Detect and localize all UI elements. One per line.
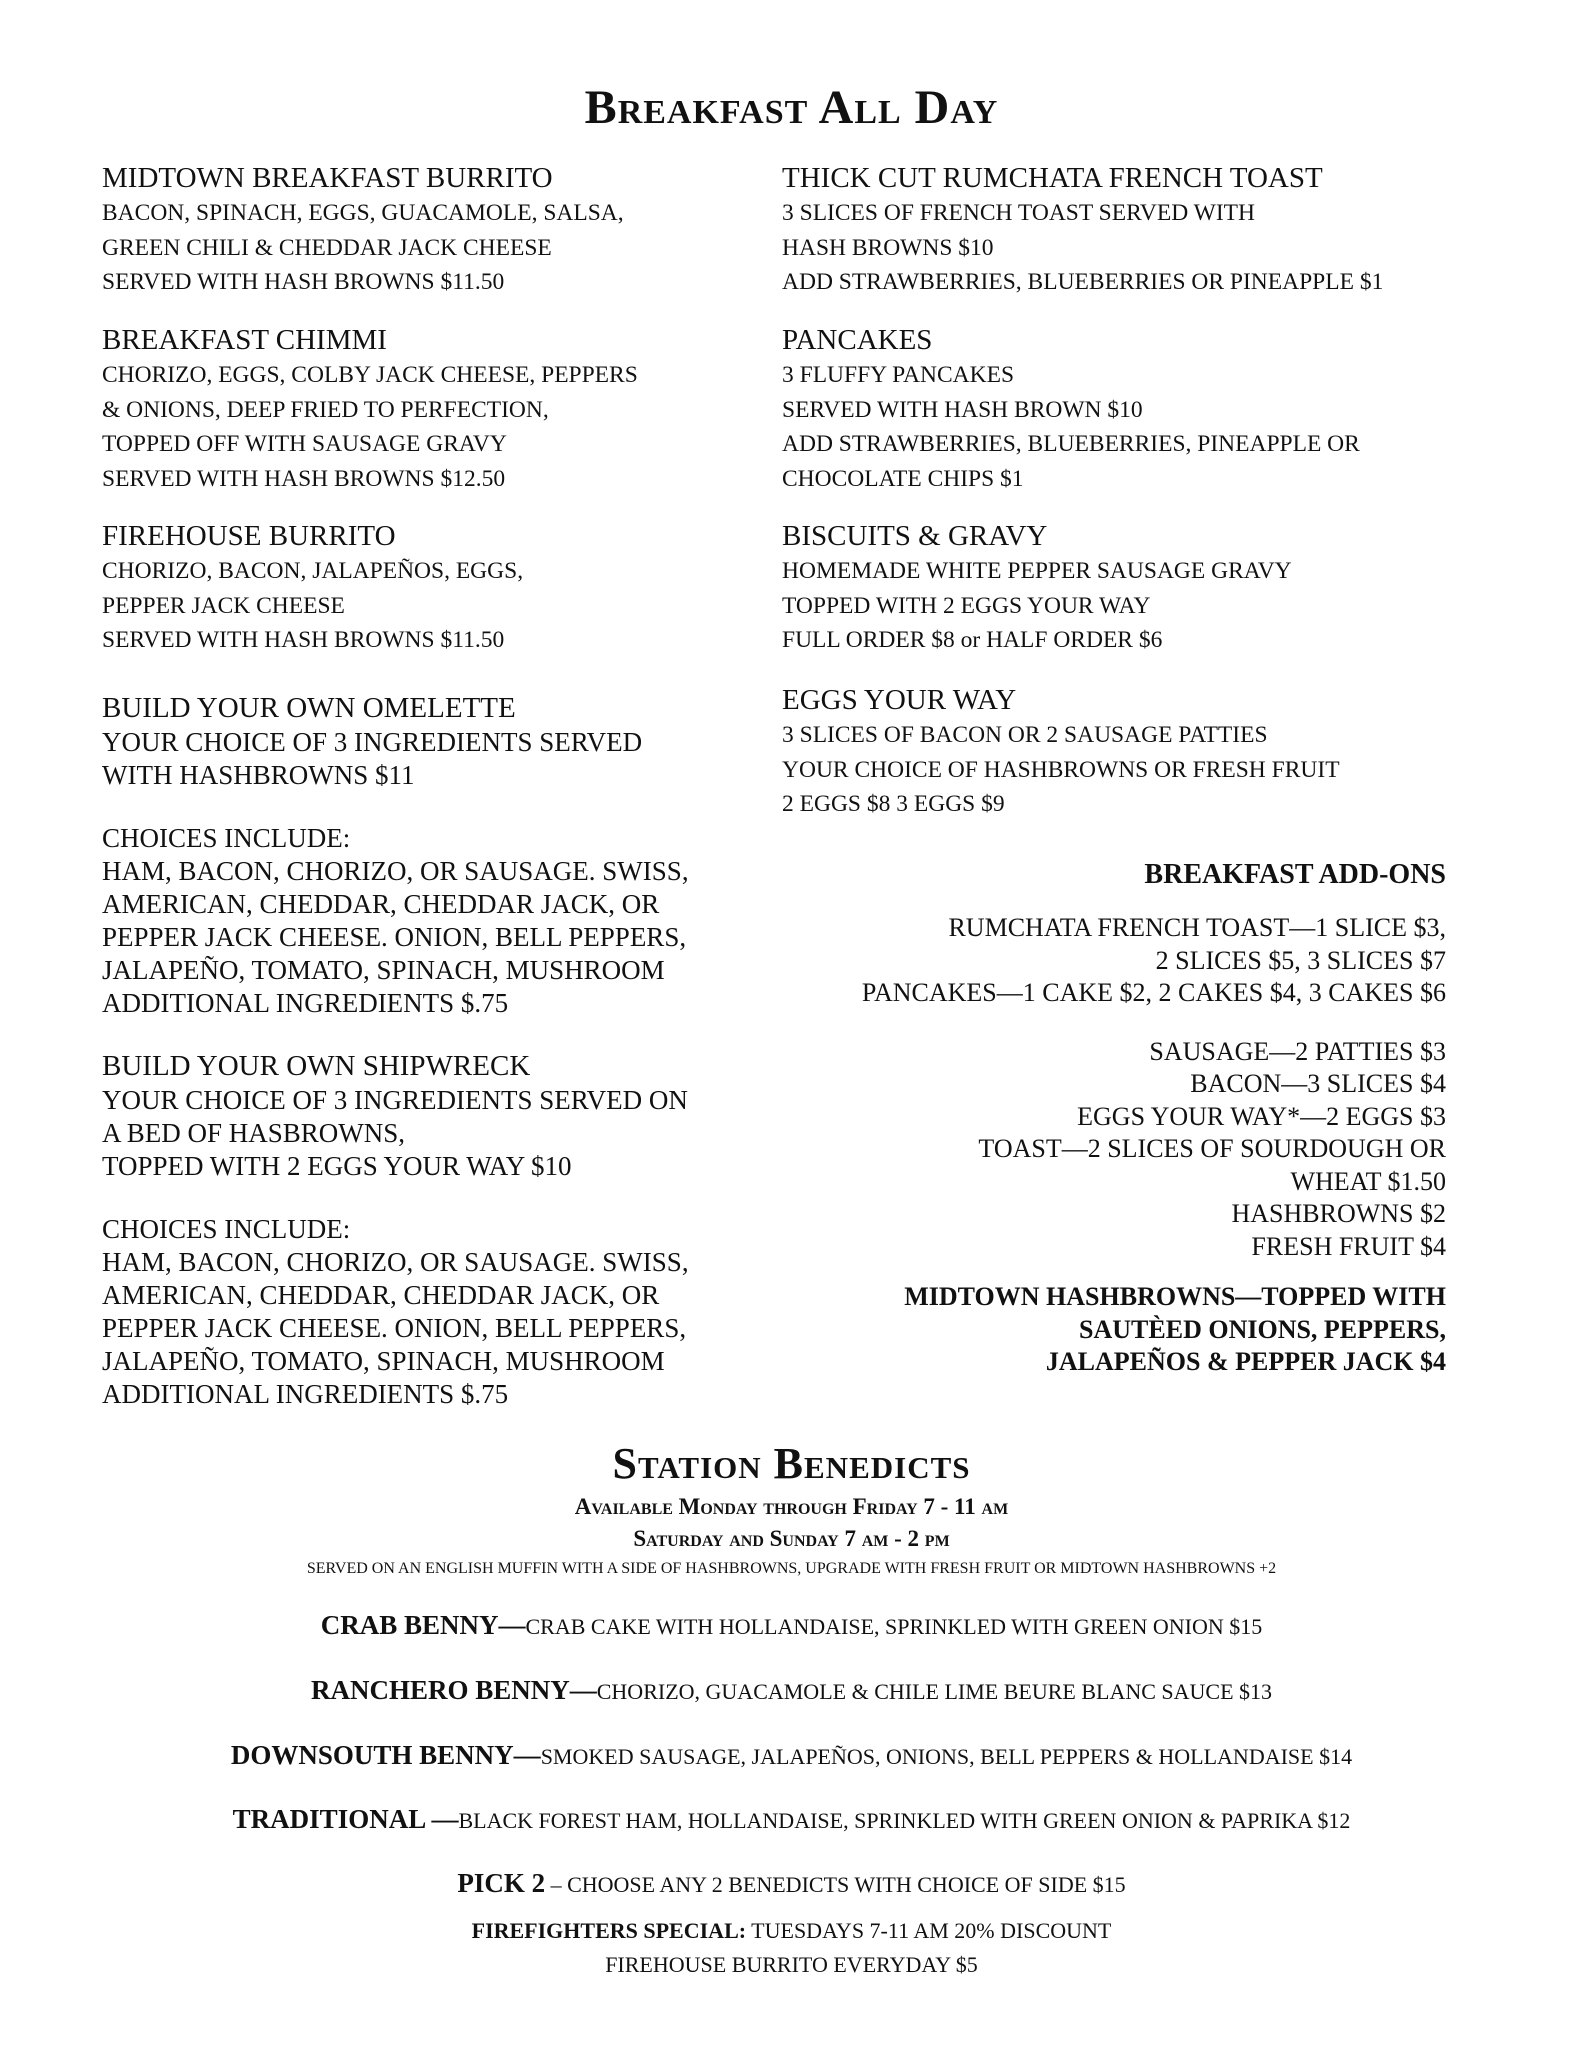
item-choices: CHOICES INCLUDE: HAM, BACON, CHORIZO, OR SAUSAGE. SWISS, AMERICAN, CHEDDAR, CHEDDAR JACK, OR PEPPER JACK CHEESE. ONION, BELL PEPPERS, JALAPEÑO, TOMATO, SPINACH, MUSHROOM ADDITIONAL INGREDIENTS $.75 <box>102 1214 689 1409</box>
benedict-description: CRAB CAKE WITH HOLLANDAISE, SPRINKLED WITH GREEN ONION $15 <box>525 1614 1263 1639</box>
item-name: BUILD YOUR OWN OMELETTE <box>102 692 516 724</box>
firehouse-burrito-special: FIREHOUSE BURRITO EVERYDAY $5 <box>605 1952 978 1977</box>
item-choices: CHOICES INCLUDE: HAM, BACON, CHORIZO, OR SAUSAGE. SWISS, AMERICAN, CHEDDAR, CHEDDAR JACK, OR PEPPER JACK CHEESE. ONION, BELL PEPPERS, JALAPEÑO, TOMATO, SPINACH, MUSHROOM ADDITIONAL INGREDIENTS $.75 <box>102 823 689 1018</box>
benedict-description: CHORIZO, GUACAMOLE & CHILE LIME BEURE BLANC SAUCE $13 <box>596 1679 1273 1704</box>
item-name: EGGS YOUR WAY <box>782 684 1017 716</box>
menu-item <box>102 1048 689 1411</box>
item-name: THICK CUT RUMCHATA FRENCH TOAST <box>782 162 1323 194</box>
item-name: BREAKFAST CHIMMI <box>102 324 387 356</box>
addons-group: SAUSAGE—2 PATTIES $3 BACON—3 SLICES $4 EGGS YOUR WAY*—2 EGGS $3 TOAST—2 SLICES OF SOURDOUGH OR WHEAT $1.50 HASHBROWNS $2 FRESH FRUIT $4 <box>978 1036 1446 1261</box>
addons-group: RUMCHATA FRENCH TOAST—1 SLICE $3, 2 SLICES $5, 3 SLICES $7 PANCAKES—1 CAKE $2, 2 CAKES $4, 3 CAKES $6 <box>861 913 1446 1007</box>
item-description: 3 SLICES OF BACON OR 2 SAUSAGE PATTIES YOUR CHOICE OF HASHBROWNS OR FRESH FRUIT 2 EGGS $8 3 EGGS $9 <box>782 722 1340 817</box>
item-name: BISCUITS & GRAVY <box>782 520 1048 552</box>
benedicts-availability: Saturday and Sunday 7 am - 2 pm <box>633 1526 950 1551</box>
benedict-name: DOWNSOUTH BENNY— <box>230 1740 541 1770</box>
addons-title: BREAKFAST ADD-ONS <box>1144 859 1446 890</box>
menu-item <box>102 322 638 496</box>
menu-item <box>782 518 1292 658</box>
benedict-item <box>0 1868 1583 1899</box>
special-text: TUESDAYS 7-11 AM 20% DISCOUNT <box>746 1918 1112 1943</box>
menu-item <box>102 690 689 1020</box>
benedict-description: BLACK FOREST HAM, HOLLANDAISE, SPRINKLED WITH GREEN ONION & PAPRIKA $12 <box>458 1808 1351 1833</box>
menu-item <box>102 518 523 658</box>
benedict-name: TRADITIONAL — <box>232 1804 459 1834</box>
benedict-name: CRAB BENNY— <box>320 1610 526 1640</box>
benedict-name: RANCHERO BENNY— <box>310 1675 597 1705</box>
item-description: 3 FLUFFY PANCAKES SERVED WITH HASH BROWN $10 ADD STRAWBERRIES, BLUEBERRIES, PINEAPPLE OR CHOCOLATE CHIPS $1 <box>782 362 1360 492</box>
item-description: 3 SLICES OF FRENCH TOAST SERVED WITH HASH BROWNS $10 ADD STRAWBERRIES, BLUEBERRIES OR PINEAPPLE $1 <box>782 200 1384 295</box>
addons-special: MIDTOWN HASHBROWNS—TOPPED WITH SAUTÈED ONIONS, PEPPERS, JALAPEÑOS & PEPPER JACK $4 <box>904 1282 1446 1376</box>
item-description: YOUR CHOICE OF 3 INGREDIENTS SERVED ON A BED OF HASBROWNS, TOPPED WITH 2 EGGS YOUR WAY $10 <box>102 1085 688 1181</box>
menu-item <box>782 682 1340 822</box>
item-name: BUILD YOUR OWN SHIPWRECK <box>102 1050 531 1082</box>
benedicts-served-note: SERVED ON AN ENGLISH MUFFIN WITH A SIDE OF HASHBROWNS, UPGRADE WITH FRESH FRUIT OR MIDTOWN HASHBROWNS +2 <box>306 1560 1277 1577</box>
benedict-description: – CHOOSE ANY 2 BENEDICTS WITH CHOICE OF SIDE $15 <box>545 1872 1126 1897</box>
firefighters-special <box>0 1918 1583 1944</box>
benedicts-title: Station Benedicts <box>612 1439 971 1488</box>
item-name: MIDTOWN BREAKFAST BURRITO <box>102 162 553 194</box>
page-title: Breakfast All Day <box>584 81 999 134</box>
menu-item <box>782 322 1360 496</box>
benedict-item <box>0 1610 1583 1641</box>
item-name: FIREHOUSE BURRITO <box>102 520 396 552</box>
benedicts-availability: Available Monday through Friday 7 - 11 am <box>574 1494 1009 1519</box>
benedict-description: SMOKED SAUSAGE, JALAPEÑOS, ONIONS, BELL PEPPERS & HOLLANDAISE $14 <box>540 1744 1353 1769</box>
benedict-item <box>0 1675 1583 1706</box>
breakfast-addons <box>782 858 1446 1379</box>
item-description: HOMEMADE WHITE PEPPER SAUSAGE GRAVY TOPPED WITH 2 EGGS YOUR WAY FULL ORDER $8 or HALF ORDER $6 <box>782 558 1292 653</box>
benedict-item <box>0 1804 1583 1835</box>
item-description: YOUR CHOICE OF 3 INGREDIENTS SERVED WITH HASHBROWNS $11 <box>102 727 643 790</box>
item-description: BACON, SPINACH, EGGS, GUACAMOLE, SALSA, GREEN CHILI & CHEDDAR JACK CHEESE SERVED WITH HASH BROWNS $11.50 <box>102 200 624 295</box>
item-name: PANCAKES <box>782 324 933 356</box>
benedict-item <box>0 1740 1583 1771</box>
benedict-name: PICK 2 <box>457 1868 546 1898</box>
special-label: FIREFIGHTERS SPECIAL: <box>471 1918 747 1943</box>
item-description: CHORIZO, BACON, JALAPEÑOS, EGGS, PEPPER JACK CHEESE SERVED WITH HASH BROWNS $11.50 <box>102 558 524 653</box>
menu-item <box>102 160 624 300</box>
menu-item <box>782 160 1383 300</box>
item-description: CHORIZO, EGGS, COLBY JACK CHEESE, PEPPERS & ONIONS, DEEP FRIED TO PERFECTION, TOPPED OFF WITH SAUSAGE GRAVY SERVED WITH HASH BROWNS $12.50 <box>102 362 638 492</box>
